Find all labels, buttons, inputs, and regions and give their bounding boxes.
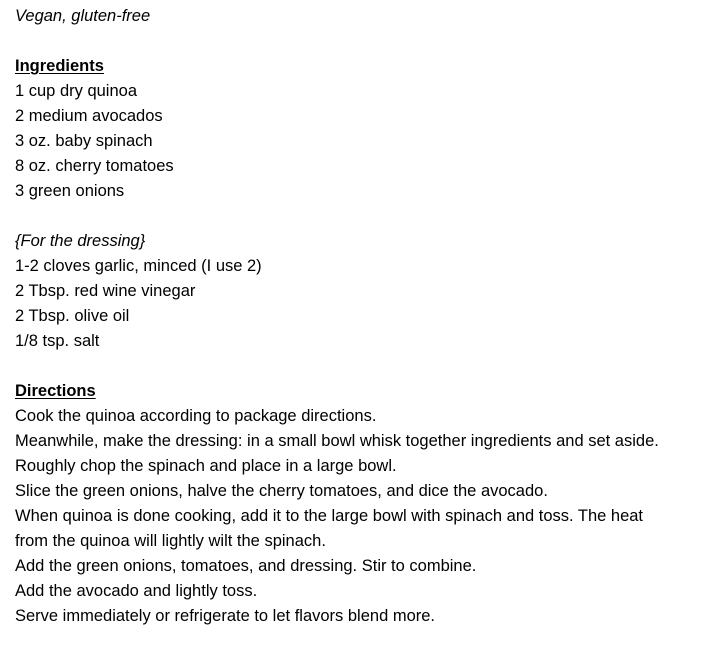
direction-line: Add the green onions, tomatoes, and dressing. Stir to combine. [15,557,477,575]
ingredient-item: 3 green onions [15,182,125,200]
ingredients-list [15,79,720,204]
spacer [15,204,720,229]
dressing-item: 2 Tbsp. red wine vinegar [15,282,196,300]
ingredient-item: 2 medium avocados [15,107,163,125]
direction-line: When quinoa is done cooking, add it to the large bowl with spinach and toss. The heat [15,507,644,525]
ingredient-item: 1 cup dry quinoa [15,82,138,100]
direction-line: Meanwhile, make the dressing: in a small bowl whisk together ingredients and set aside. [15,432,659,450]
spacer [15,354,720,379]
direction-line: Add the avocado and lightly toss. [15,582,258,600]
ingredients-heading: Ingredients [15,57,104,75]
spacer [15,29,720,54]
direction-line: Roughly chop the spinach and place in a large bowl. [15,457,397,475]
dressing-heading: {For the dressing} [15,232,146,250]
dressing-item: 2 Tbsp. olive oil [15,307,130,325]
directions-section [15,379,720,629]
recipe-subtitle: Vegan, gluten-free [15,7,151,25]
ingredients-section [15,54,720,204]
dressing-section [15,229,720,354]
direction-line: Slice the green onions, halve the cherry tomatoes, and dice the avocado. [15,482,548,500]
dressing-item: 1/8 tsp. salt [15,332,100,350]
direction-line: Serve immediately or refrigerate to let flavors blend more. [15,607,436,625]
ingredient-item: 8 oz. cherry tomatoes [15,157,174,175]
direction-line: Cook the quinoa according to package directions. [15,407,377,425]
directions-heading: Directions [15,382,96,400]
directions-list [15,404,720,629]
direction-line: from the quinoa will lightly wilt the spinach. [15,532,326,550]
ingredient-item: 3 oz. baby spinach [15,132,153,150]
dressing-list [15,254,720,354]
dressing-item: 1-2 cloves garlic, minced (I use 2) [15,257,262,275]
